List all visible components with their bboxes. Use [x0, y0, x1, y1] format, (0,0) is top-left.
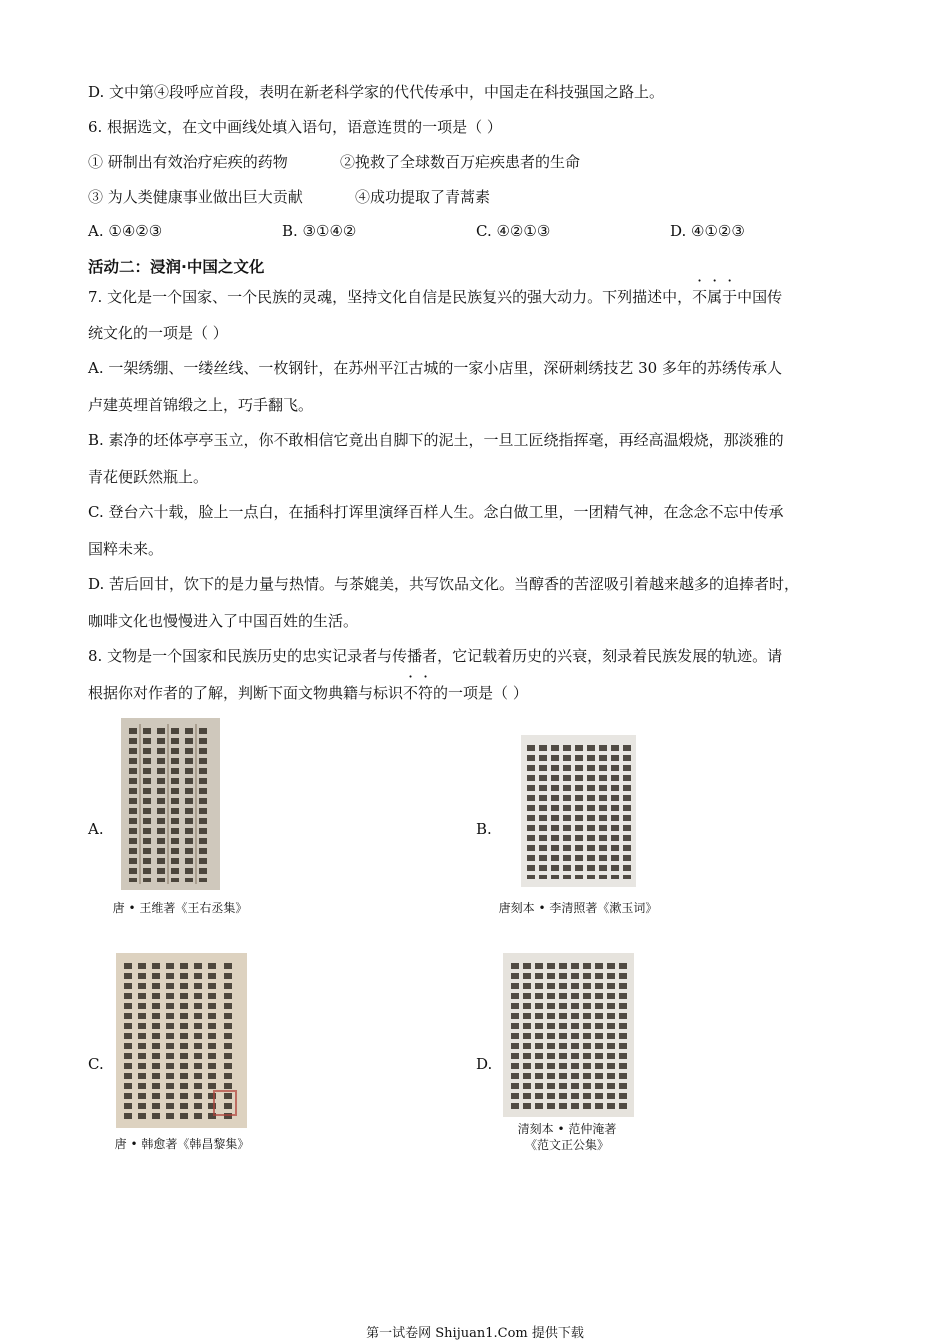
q7-stem-line-2: 统文化的一项是（ ） [88, 324, 228, 342]
q7-stem-text-end: 中国传 [737, 288, 783, 306]
q8-stem-line-1: 8. 文物是一个国家和民族历史的忠实记录者与传播者，它记载着历史的兴衰，刻录着民族发展的轨迹。请 [88, 647, 783, 665]
book-image-fanwenzheng [503, 953, 634, 1117]
q5-option-d: D. 文中第④段呼应首段，表明在新老科学家的代代传承中，中国走在科技强国之路上。 [88, 83, 665, 101]
q7-option-c-line-2: 国粹未来。 [88, 540, 164, 558]
q8-option-a-caption: 唐 • 王维著《王右丞集》 [112, 901, 248, 915]
q8-option-d-caption-line-1: 清刻本 • 范仲淹著 [517, 1122, 617, 1136]
q8-option-d-letter: D. [476, 1055, 493, 1073]
q7-option-b-line-2: 青花便跃然瓶上。 [88, 468, 209, 486]
q6-stem: 6. 根据选文，在文中画线处填入语句，语意连贯的一项是（ ） [88, 118, 502, 136]
emphasis-char: 不 [692, 288, 708, 306]
q7-option-a-line-1: A. 一架绣绷、一缕丝线、一枚钢针，在苏州平江古城的一家小店里，深研刺绣技艺 30 多年的苏绣传承人 [88, 359, 782, 377]
q7-option-a-line-2: 卢建英埋首锦缎之上，巧手翻飞。 [88, 396, 314, 414]
q8-option-b-letter: B. [476, 820, 492, 838]
q7-option-d-line-2: 咖啡文化也慢慢进入了中国百姓的生活。 [88, 612, 359, 630]
book-image-shuyu [521, 735, 636, 887]
emphasis-char: 符 [418, 684, 434, 702]
q6-option-b: B. ③①④② [282, 222, 357, 240]
q7-option-c-line-1: C. 登台六十载，脸上一点白，在插科打诨里演绎百样人生。念白做工里，一团精气神，在念念不忘中传承 [88, 503, 784, 521]
q8-stem-text: 根据你对作者的了解，判断下面文物典籍与标识 [88, 684, 404, 702]
q6-option-c: C. ④②①③ [476, 222, 551, 240]
q7-stem-text: 7. 文化是一个国家、一个民族的灵魂，坚持文化自信是民族复兴的强大动力。下列描述中， [88, 288, 693, 306]
q7-option-b-line-1: B. 素净的坯体亭亭玉立，你不敢相信它竟出自脚下的泥土，一旦工匠绕指挥毫，再经高温煅烧，那淡雅的 [88, 431, 784, 449]
q8-option-c-letter: C. [88, 1055, 104, 1073]
footer-source: 第一试卷网 Shijuan1.Com 提供下载 [366, 1326, 584, 1341]
q7-option-d-line-1: D. 苦后回甘，饮下的是力量与热情。与茶媲美，共写饮品文化。当醇香的苦涩吸引着越来越多的追捧者时， [88, 575, 800, 593]
emphasis-char: 于 [722, 288, 738, 306]
q6-item-4: ④成功提取了青蒿素 [355, 188, 491, 206]
q6-option-a: A. ①④②③ [88, 222, 163, 240]
book-image-hanchangli [116, 953, 247, 1128]
q8-option-d-caption-line-2: 《范文正公集》 [524, 1138, 609, 1152]
q8-stem-line-2 [88, 683, 528, 703]
book-image-wangyou [121, 718, 220, 890]
q6-item-2: ②挽救了全球数百万疟疾患者的生命 [340, 153, 581, 171]
emphasis-char: 不 [403, 684, 419, 702]
section-heading: 活动二：浸润·中国之文化 [88, 258, 265, 276]
q6-option-d: D. ④①②③ [670, 222, 745, 240]
q8-option-a-letter: A. [88, 820, 104, 838]
emphasis-char: 属 [707, 288, 723, 306]
q6-item-3: ③ 为人类健康事业做出巨大贡献 [88, 188, 303, 206]
q8-stem-text-end: 的一项是（ ） [433, 684, 528, 702]
seal-stamp [213, 1090, 237, 1116]
q8-option-c-caption: 唐 • 韩愈著《韩昌黎集》 [114, 1137, 250, 1151]
q8-option-b-caption: 唐刻本 • 李清照著《漱玉词》 [498, 901, 658, 915]
q6-item-1: ① 研制出有效治疗疟疾的药物 [88, 153, 288, 171]
q7-stem-line-1 [88, 287, 782, 307]
